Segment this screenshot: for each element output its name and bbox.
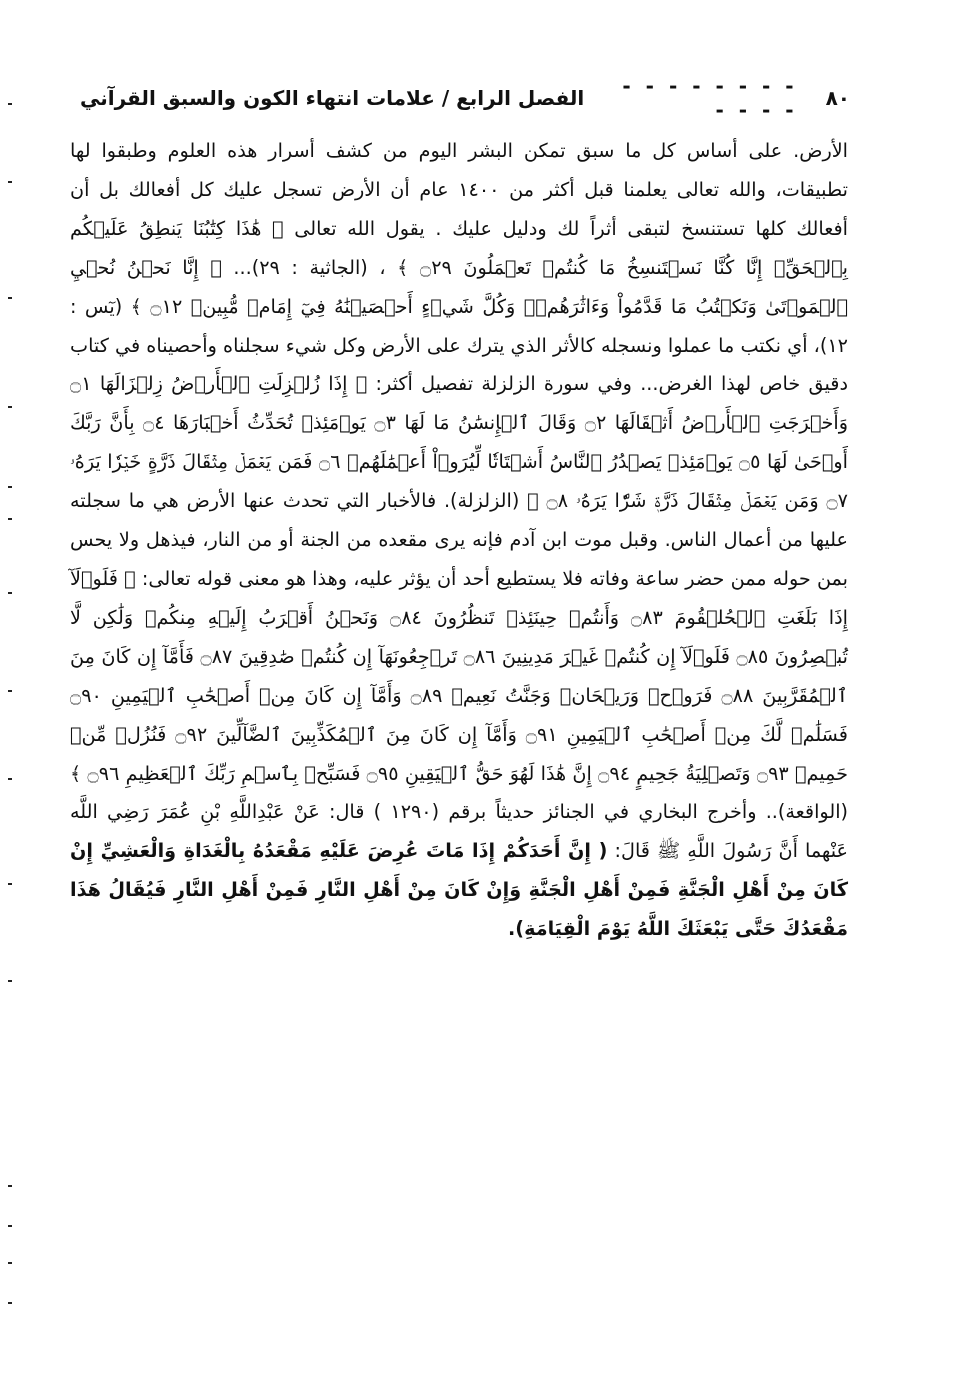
margin-mark <box>8 486 12 488</box>
margin-mark <box>8 1185 12 1187</box>
page-body <box>70 132 848 949</box>
margin-mark <box>8 1262 12 1264</box>
margin-mark <box>8 980 12 982</box>
margin-mark <box>8 297 12 299</box>
body-paragraph <box>70 132 848 949</box>
header-separator: - - - - - - - - - - - - <box>622 74 798 122</box>
margin-mark <box>8 1302 12 1304</box>
margin-mark <box>8 1225 12 1227</box>
margin-mark <box>8 690 12 692</box>
margin-mark <box>8 883 12 885</box>
page-number: ٨٠ <box>825 86 850 110</box>
margin-mark <box>8 103 12 105</box>
page-header <box>80 74 850 122</box>
body-text: الأرض. على أساس كل ما سبق تمكن البشر اليوم من كشف أسرار هذه العلوم وطبقوا لها تطبيقات، والله تعالى يعلمنا قبل أكثر من ١٤٠٠ عام أن الأرض تسجل عليك كل أفعالك بل أن أفعالك كلها تستنسخ لتبقى أثراً لك ودليل عليك . يقول الله تعالى ﴿ هَٰذَا كِتَٰبُنَا يَنطِقُ عَلَيۡكُم بِٱلۡحَقِّۚ إِنَّا كُنَّا نَسۡتَنسِخُ مَا كُنتُمۡ تَعۡمَلُونَ ۝٢٩ ﴾ ، (الجاثية : ٢٩)... ﴿ إِنَّا نَحۡنُ نُحۡيِ ٱلۡمَوۡتَىٰ وَنَكۡتُبُ مَا قَدَّمُواْ وَءَاثَٰرَهُمۡۚ وَكُلَّ شَيۡءٍ أَحۡصَيۡنَٰهُ فِيٓ إِمَامٖ مُّبِينٖ ۝١٢ ﴾ (يٓس : ١٢)، أي نكتب ما عملوا ونسجله كالأثر الذي يترك على الأرض وكل شيء سجلناه وأحصيناه في كتاب دقيق خاص لهذا الغرض... وفي سورة الزلزلة تفصيل أكثر: ﴿ إِذَا زُلۡزِلَتِ ٱلۡأَرۡضُ زِلۡزَالَهَا ۝١ وَأَخۡرَجَتِ ٱلۡأَرۡضُ أَثۡقَالَهَا ۝٢ وَقَالَ ٱلۡإِنسَٰنُ مَا لَهَا ۝٣ يَوۡمَئِذٖ تُحَدِّثُ أَخۡبَارَهَا ۝٤ بِأَنَّ رَبَّكَ أَوۡحَىٰ لَهَا ۝٥ يَوۡمَئِذٖ يَصۡدُرُ ٱلنَّاسُ أَشۡتَاتٗا لِّيُرَوۡاْ أَعۡمَٰلَهُمۡ ۝٦ فَمَن يَعۡمَلۡ مِثۡقَالَ ذَرَّةٍ خَيۡرٗا يَرَهُۥ ۝٧ وَمَن يَعۡمَلۡ مِثۡقَالَ ذَرَّةٖ شَرّٗا يَرَهُۥ ۝٨ ﴾ (الزلزلة). فالأخبار التي تحدث عنها الأرض هي ما سجلته عليها من أعمال الناس. وقبل موت ابن آدم فإنه يرى مقعده من الجنة أو من النار، فيذهل ولا يحس بمن حوله ممن حضر ساعة وفاته فلا يستطيع أحد أن يؤثر عليه، وهذا هو معنى قوله تعالى: ﴿ فَلَوۡلَآ إِذَا بَلَغَتِ ٱلۡحُلۡقُومَ ۝٨٣ وَأَنتُمۡ حِينَئِذٖ تَنظُرُونَ ۝٨٤ وَنَحۡنُ أَقۡرَبُ إِلَيۡهِ مِنكُمۡ وَلَٰكِن لَّا تُبۡصِرُونَ ۝٨٥ فَلَوۡلَآ إِن كُنتُمۡ غَيۡرَ مَدِينِينَ ۝٨٦ تَرۡجِعُونَهَآ إِن كُنتُمۡ صَٰدِقِينَ ۝٨٧ فَأَمَّآ إِن كَانَ مِنَ ٱلۡمُقَرَّبِينَ ۝٨٨ فَرَوۡحٞ وَرَيۡحَانٞ وَجَنَّتُ نَعِيمٖ ۝٨٩ وَأَمَّآ إِن كَانَ مِنۡ أَصۡحَٰبِ ٱلۡيَمِينِ ۝٩٠ فَسَلَٰمٞ لَّكَ مِنۡ أَصۡحَٰبِ ٱلۡيَمِينِ ۝٩١ وَأَمَّآ إِن كَانَ مِنَ ٱلۡمُكَذِّبِينَ ٱلضَّآلِّينَ ۝٩٢ فَنُزُلٞ مِّنۡ حَمِيمٖ ۝٩٣ وَتَصۡلِيَةُ جَحِيمٍ ۝٩٤ إِنَّ هَٰذَا لَهُوَ حَقُّ ٱلۡيَقِينِ ۝٩٥ فَسَبِّحۡ بِٱسۡمِ رَبِّكَ ٱلۡعَظِيمِ ۝٩٦ ﴾ (الواقعة).. وأخرج البخاري في الجنائز حديثاً برقم (١٢٩٠ ) قال: عَنْ عَبْدِاللَّهِ بْنِ عُمَرَ رَضِي اللَّه عَنْهما أَنَّ رَسُولَ اللَّهِ ﷺ قَالَ: <box>70 139 849 863</box>
running-title: الفصل الرابع / علامات انتهاء الكون والسبق القرآني <box>80 86 585 110</box>
margin-mark <box>8 592 12 594</box>
margin-mark <box>8 778 12 780</box>
margin-mark <box>8 406 12 408</box>
margin-mark <box>8 518 12 520</box>
hadith-quote: ( إِنَّ أَحَدَكُمْ إِذَا مَاتَ عُرِضَ عَلَيْهِ مَقْعَدُهُ بِالْغَدَاةِ وَالْعَشِيِّ إِنْ كَانَ مِنْ أَهْلِ الْجَنَّةِ فَمِنْ أَهْلِ الْجَنَّةِ وَإِنْ كَانَ مِنْ أَهْلِ النَّارِ فَمِنْ أَهْلِ النَّارِ فَيُقَالُ هَذَا مَقْعَدُكَ حَتَّى يَبْعَثَكَ اللَّهُ يَوْمَ الْقِيَامَةِ). <box>70 839 848 941</box>
margin-mark <box>8 181 12 183</box>
